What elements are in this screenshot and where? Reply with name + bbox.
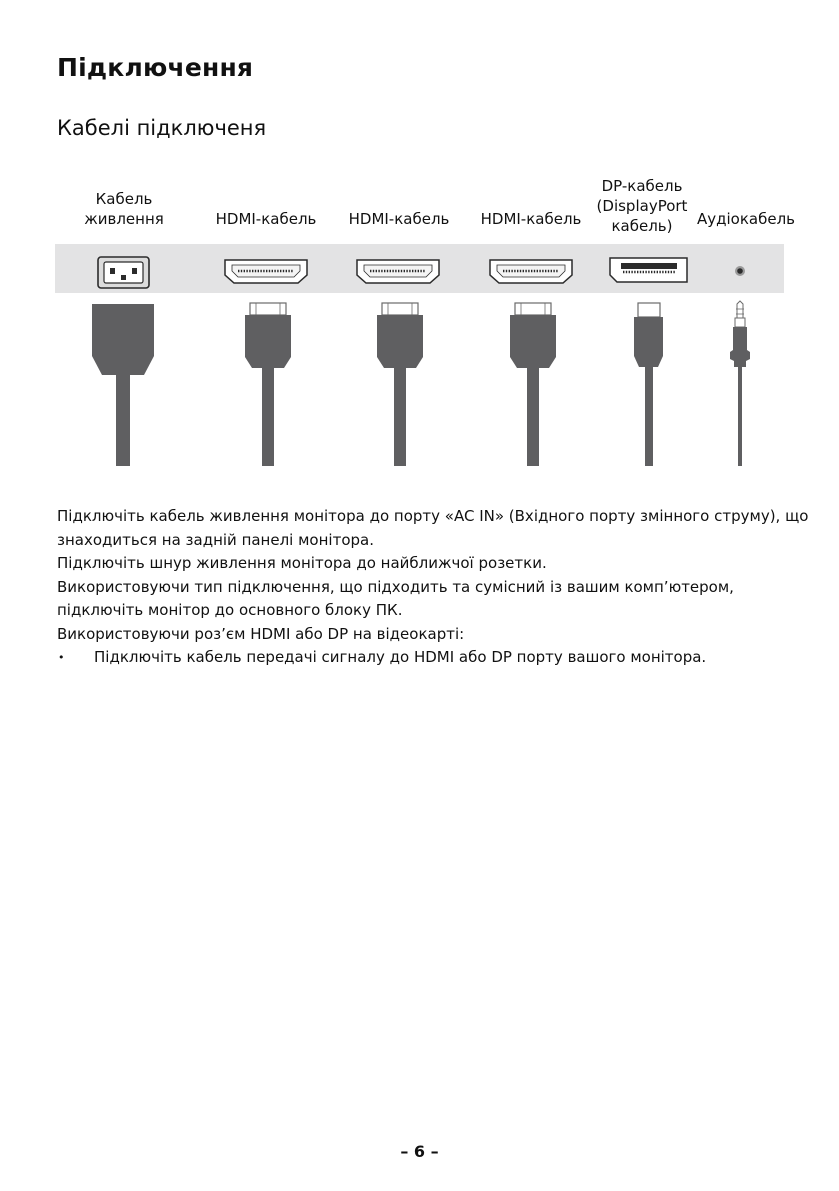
paragraph: Використовуючи роз’єм HDMI або DP на відеокарті:	[57, 624, 465, 643]
cables-figure	[0, 0, 839, 480]
section-subtitle: Кабелі підключеня	[57, 116, 267, 140]
ac-in-port-icon	[98, 257, 149, 288]
displayport-cable-plug	[634, 303, 663, 466]
hdmi-cable-plug	[245, 303, 291, 466]
hdmi-cable-plug	[510, 303, 556, 466]
caption-dp-cable: DP-кабель (DisplayPort кабель)	[596, 177, 688, 235]
displayport-port-icon	[610, 258, 687, 282]
caption-hdmi-cable-3: HDMI-кабель	[480, 210, 582, 228]
paragraph: Підключіть кабель живлення монітора до порту «AC IN» (Вхідного порту змінного струму), що знаходиться на задній панелі монітора.	[57, 507, 809, 549]
caption-power-cable: Кабель живлення	[84, 190, 164, 228]
hdmi-port-icon	[357, 260, 439, 283]
power-cable-plug	[92, 304, 154, 466]
hdmi-port-icon	[225, 260, 307, 283]
hdmi-port-icon	[490, 260, 572, 283]
page-number: – 6 –	[400, 1142, 439, 1161]
bullet-text: Підключіть кабель передачі сигналу до HDMI або DP порту вашого монітора.	[94, 648, 707, 666]
hdmi-cable-plug	[377, 303, 423, 466]
audio-cable-plug	[730, 301, 750, 466]
audio-jack-port-icon	[735, 266, 745, 276]
caption-audio-cable: Аудіокабель	[696, 210, 795, 228]
caption-hdmi-cable-2: HDMI-кабель	[348, 210, 450, 228]
paragraph: Підключіть шнур живлення монітора до найближчої розетки.	[57, 554, 547, 572]
bullet-mark: •	[58, 651, 65, 664]
bullet-item	[57, 646, 817, 670]
caption-hdmi-cable-1: HDMI-кабель	[215, 210, 317, 228]
paragraph: Використовуючи тип підключення, що підходить та сумісний із вашим комп’ютером, підключіть монітор до основного блоку ПК.	[57, 577, 734, 619]
page-title: Підключення	[57, 53, 254, 82]
instructions	[57, 505, 817, 670]
